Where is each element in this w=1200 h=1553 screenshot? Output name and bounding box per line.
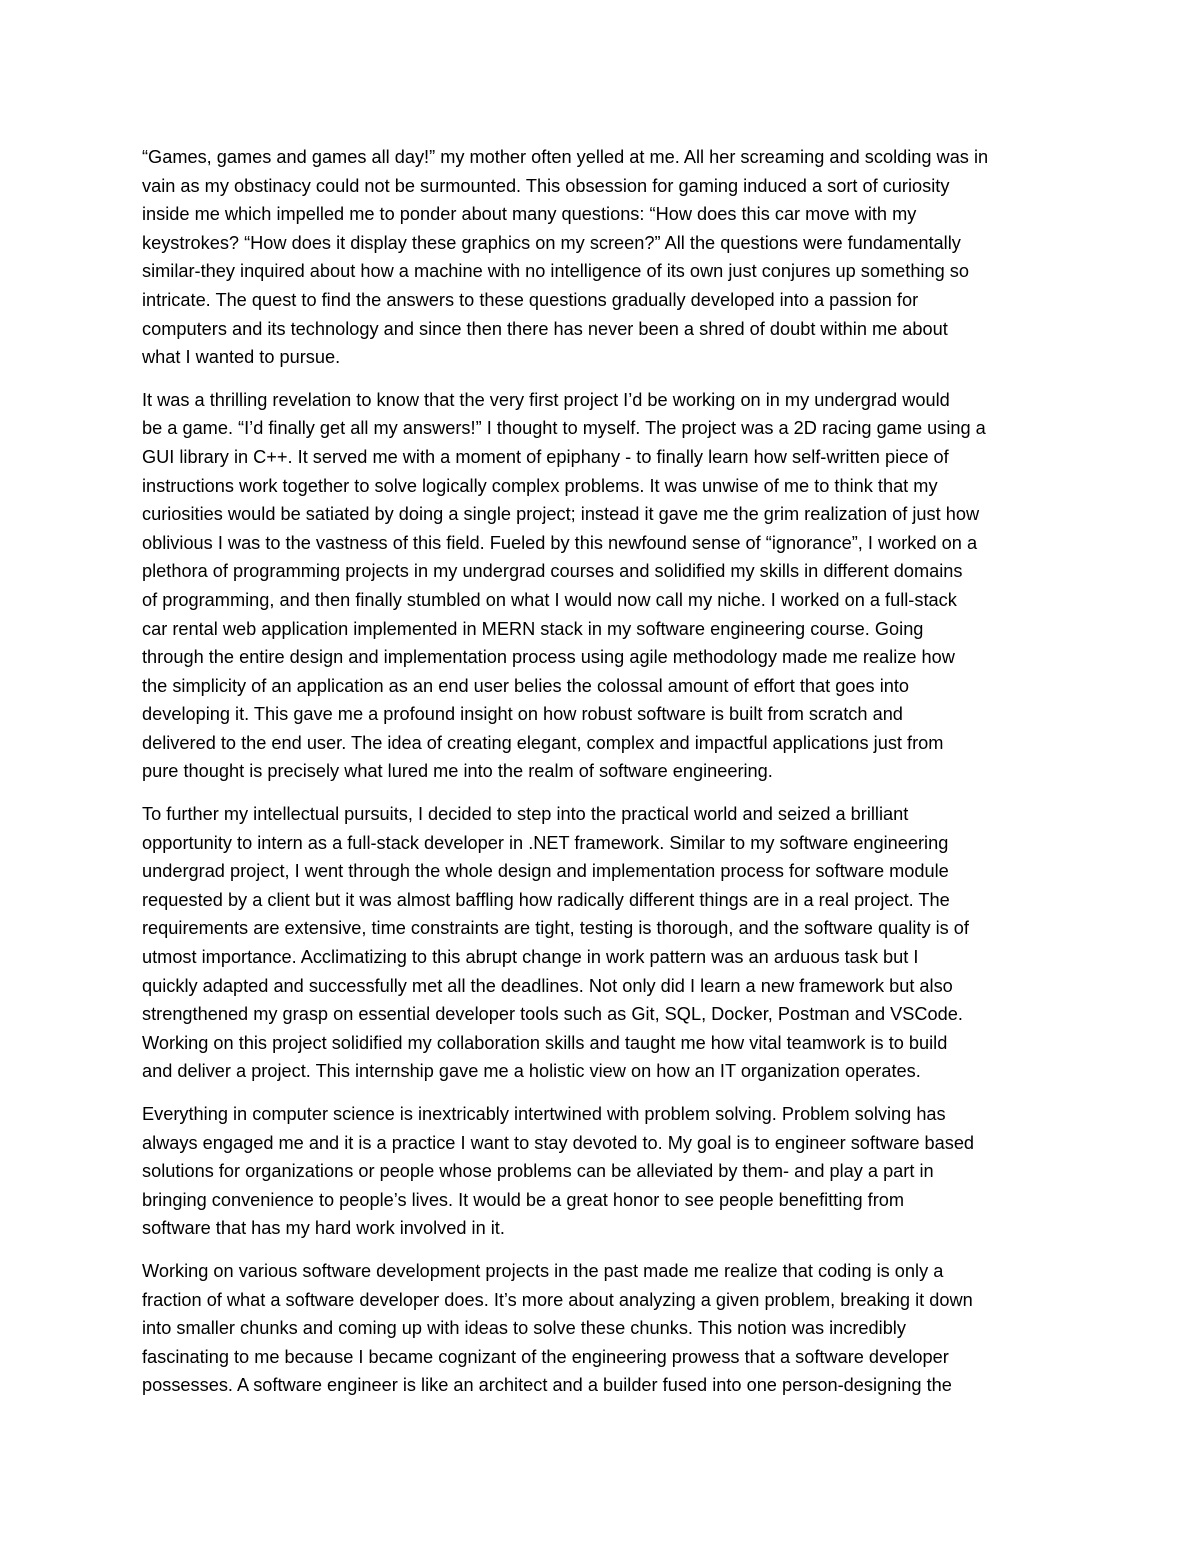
text-line: be a game. “I’d finally get all my answers!” I thought to myself. The project was a 2D racing game using a: [142, 418, 986, 439]
text-line: into smaller chunks and coming up with ideas to solve these chunks. This notion was incredibly: [142, 1318, 906, 1339]
paragraph-4: [142, 1100, 1064, 1243]
document-body: [142, 143, 1064, 1414]
text-line: oblivious I was to the vastness of this field. Fueled by this newfound sense of “ignorance”, I worked on a: [142, 532, 978, 553]
text-line: requirements are extensive, time constraints are tight, testing is thorough, and the software quality is of: [142, 918, 969, 939]
paragraph-1: [142, 143, 1064, 372]
paragraph-2: [142, 386, 1064, 786]
text-line: through the entire design and implementation process using agile methodology made me realize how: [142, 647, 955, 668]
text-line: It was a thrilling revelation to know that the very first project I’d be working on in my undergrad would: [142, 389, 950, 410]
text-line: inside me which impelled me to ponder about many questions: “How does this car move with my: [142, 204, 917, 225]
text-line: strengthened my grasp on essential developer tools such as Git, SQL, Docker, Postman and VSCode.: [142, 1004, 963, 1025]
text-line: To further my intellectual pursuits, I decided to step into the practical world and seized a brilliant: [142, 804, 909, 825]
text-line: pure thought is precisely what lured me into the realm of software engineering.: [142, 761, 773, 782]
text-line: Working on various software development projects in the past made me realize that coding is only a: [142, 1260, 944, 1281]
paragraph-3: [142, 800, 1064, 1086]
text-line: fascinating to me because I became cognizant of the engineering prowess that a software developer: [142, 1346, 949, 1367]
text-line: bringing convenience to people’s lives. It would be a great honor to see people benefitting from: [142, 1189, 905, 1210]
text-line: Everything in computer science is inextricably intertwined with problem solving. Problem solving has: [142, 1104, 946, 1124]
text-line: delivered to the end user. The idea of creating elegant, complex and impactful applications just from: [142, 732, 944, 753]
text-line: intricate. The quest to find the answers to these questions gradually developed into a passion for: [142, 289, 919, 310]
text-line: the simplicity of an application as an end user belies the colossal amount of effort that goes into: [142, 675, 910, 696]
paragraph-5: [142, 1257, 1064, 1400]
text-line: plethora of programming projects in my undergrad courses and solidified my skills in different domains: [142, 561, 963, 582]
text-line: fraction of what a software developer does. It’s more about analyzing a given problem, breaking it down: [142, 1289, 973, 1310]
text-line: “Games, games and games all day!” my mother often yelled at me. All her screaming and scolding was in: [142, 147, 989, 167]
text-line: similar-they inquired about how a machine with no intelligence of its own just conjures up something so: [142, 261, 969, 282]
text-line: vain as my obstinacy could not be surmounted. This obsession for gaming induced a sort of curiosity: [142, 175, 950, 196]
text-line: instructions work together to solve logically complex problems. It was unwise of me to think that my: [142, 475, 938, 496]
text-line: possesses. A software engineer is like an architect and a builder fused into one person-designing the: [142, 1375, 952, 1396]
text-line: of programming, and then finally stumbled on what I would now call my niche. I worked on a full-stack: [142, 589, 957, 610]
text-line: computers and its technology and since then there has never been a shred of doubt within me about: [142, 318, 948, 339]
text-line: what I wanted to pursue.: [142, 347, 341, 368]
text-line: developing it. This gave me a profound insight on how robust software is built from scratch and: [142, 704, 903, 725]
text-line: opportunity to intern as a full-stack developer in .NET framework. Similar to my software engineering: [142, 832, 949, 853]
text-line: undergrad project, I went through the whole design and implementation process for software module: [142, 861, 949, 882]
text-line: software that has my hard work involved in it.: [142, 1218, 505, 1239]
text-line: GUI library in C++. It served me with a moment of epiphany - to finally learn how self-written piece of: [142, 446, 949, 467]
text-line: car rental web application implemented in MERN stack in my software engineering course. Going: [142, 618, 924, 639]
text-line: requested by a client but it was almost baffling how radically different things are in a real project. The: [142, 889, 950, 910]
text-line: solutions for organizations or people whose problems can be alleviated by them- and play a part in: [142, 1161, 934, 1182]
text-line: quickly adapted and successfully met all the deadlines. Not only did I learn a new framework but also: [142, 975, 953, 996]
text-line: Working on this project solidified my collaboration skills and taught me how vital teamwork is to build: [142, 1032, 948, 1053]
text-line: always engaged me and it is a practice I want to stay devoted to. My goal is to engineer software based: [142, 1132, 975, 1153]
text-line: keystrokes? “How does it display these graphics on my screen?” All the questions were fundamentally: [142, 232, 961, 253]
text-line: and deliver a project. This internship gave me a holistic view on how an IT organization operates.: [142, 1061, 921, 1082]
text-line: curiosities would be satiated by doing a single project; instead it gave me the grim realization of just how: [142, 504, 980, 525]
text-line: utmost importance. Acclimatizing to this abrupt change in work pattern was an arduous task but I: [142, 947, 919, 968]
